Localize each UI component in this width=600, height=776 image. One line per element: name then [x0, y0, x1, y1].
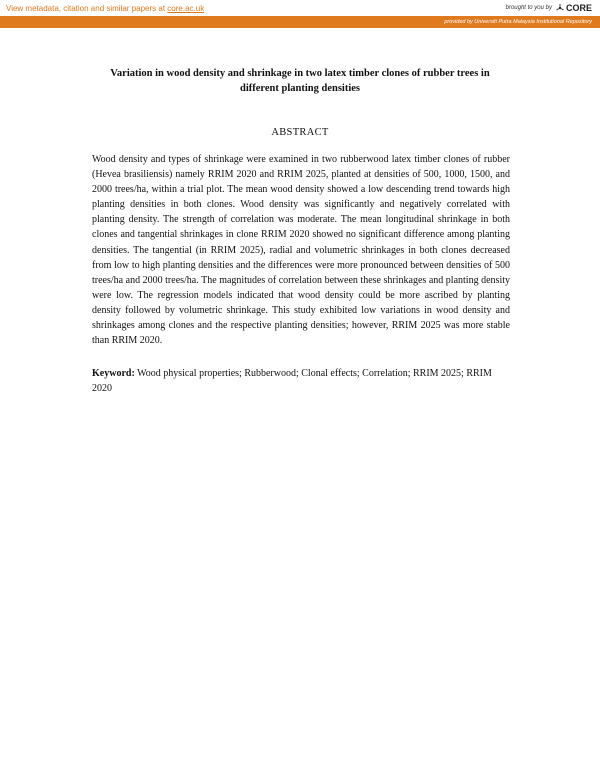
core-brand-text: CORE: [565, 3, 592, 13]
provider-text: provided by Universiti Putra Malaysia Institutional Repository: [444, 19, 592, 25]
brought-to-you-by: [506, 3, 592, 13]
keyword-label: Keyword:: [92, 368, 135, 379]
provider-bar: [0, 16, 600, 28]
abstract-body: Wood density and types of shrinkage were examined in two rubberwood latex timber clones of rubber (Hevea brasiliensis) namely RRIM 2020 and RRIM 2025, planted at densities of 500, 1000, 1500, and 2000 trees/ha, within a trial plot. The mean wood density showed a low descending trend towards high planting densities in both clones. Wood density was significantly and negatively correlated with planting density. The strength of correlation was moderate. The mean longitudinal shrinkage in both clones and tangential shrinkages in clone RRIM 2020 showed no significant difference among planting densities. The tangential (in RRIM 2025), radial and volumetric shrinkages in both clones decreased from low to high planting densities and the differences were more pronounced between densities of 500 trees/ha and 2000 trees/ha. The magnitudes of correlation between these shrinkages and planting density were low. The regression models indicated that wood density could be more ascribed by planting density followed by volumetric shrinkage. This study exhibited low variations in wood density and shrinkages among clones and the respective planting densities; however, RRIM 2025 was more stable than RRIM 2020.: [92, 154, 510, 347]
paper-title: Variation in wood density and shrinkage in two latex timber clones of rubber trees in different planting densities: [110, 68, 490, 94]
metadata-prefix: View metadata, citation and similar papers at: [6, 3, 168, 13]
core-logo-icon: [555, 3, 565, 13]
keywords-paragraph: [92, 366, 510, 396]
metadata-line: [6, 4, 204, 13]
top-bar: [0, 0, 600, 16]
core-link[interactable]: core.ac.uk: [167, 3, 205, 13]
abstract-heading: ABSTRACT: [271, 127, 329, 138]
core-logo[interactable]: [555, 3, 592, 13]
brought-by-text: brought to you by: [505, 5, 552, 11]
keyword-list: Wood physical properties; Rubberwood; Clonal effects; Correlation; RRIM 2025; RRIM 2020: [92, 368, 492, 395]
